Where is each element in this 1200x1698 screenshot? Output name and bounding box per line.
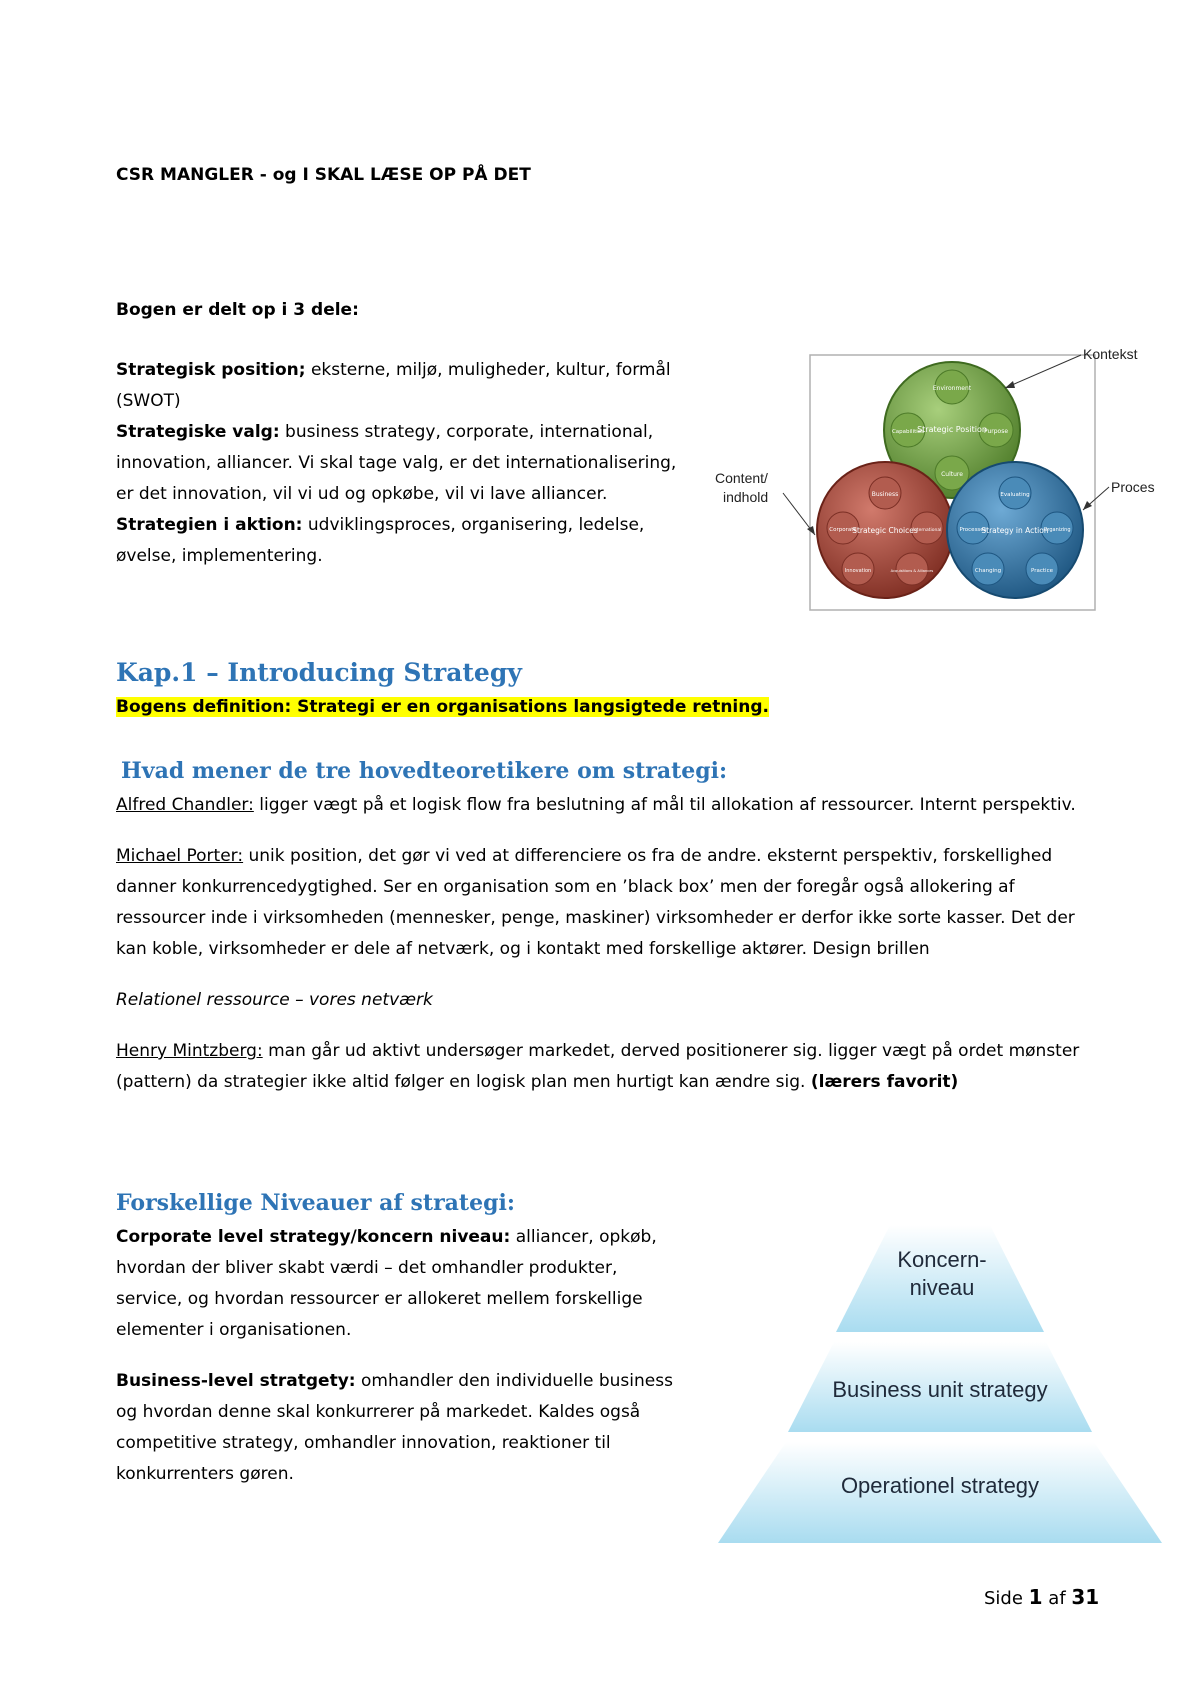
level-text: alliancer, opkøb, hvordan der bliver skabt værdi – det omhandler produkter, service, og hvordan ressourcer er allokeret mellem forskellige elementer i organisationen. — [116, 1227, 657, 1340]
label-content: Content/ — [715, 470, 768, 486]
item-label: Culture — [941, 471, 963, 478]
part-term: Strategisk position; — [116, 360, 306, 380]
theorist-text: unik position, det gør vi ved at differenciere os fra de andre. eksternt perspektiv, forskellighed danner konkurrencedygtighed. Ser en organisation som en ’black box’ men der foregår også allokering af ressourcer inde i virksomheden (mennesker, penge, maskiner) virksomheder er derfor ikke sorte kasser. Det der kan koble, virksomheder er dele af netværk, og i kontakt med forskellige aktører. Design brillen — [116, 846, 1075, 959]
part-term: Strategiske valg: — [116, 422, 280, 442]
circle-center-label: Strategy in Action — [981, 526, 1049, 535]
header-note: CSR MANGLER - og I SKAL LÆSE OP PÅ DET — [116, 165, 531, 185]
item-label: Processes — [959, 527, 987, 533]
item-label: Purpose — [983, 428, 1009, 435]
part-text: eksterne, miljø, muligheder, kultur, formål (SWOT) — [116, 360, 671, 411]
part-term: Strategien i aktion: — [116, 515, 303, 535]
label-indhold: indhold — [723, 489, 769, 505]
pyramid-label-business: Business unit strategy — [832, 1377, 1048, 1402]
item-label: Acquisitions & Alliances — [890, 569, 934, 573]
definition-highlight — [116, 692, 769, 723]
item-label: Innovation — [844, 568, 872, 574]
theorist-name: Alfred Chandler: — [116, 795, 254, 815]
item-label: International — [912, 528, 942, 533]
item-label: Business — [871, 491, 899, 498]
corporate-paragraph — [116, 1222, 676, 1346]
intro-text: Bogen er delt op i 3 dele: — [116, 300, 359, 320]
item-label: Environment — [932, 385, 972, 392]
item-label: Evaluating — [1000, 492, 1030, 498]
circle-center-label: Strategic Choices — [852, 526, 918, 535]
levels-heading: Forskellige Niveauer af strategi: — [116, 1190, 515, 1216]
af-label: af — [1042, 1588, 1072, 1609]
pyramid-label-niveau: niveau — [909, 1275, 975, 1300]
porter-paragraph — [116, 841, 1091, 965]
pyramid-label-operational: Operationel strategy — [840, 1473, 1040, 1498]
kap1-heading: Kap.1 – Introducing Strategy — [116, 658, 522, 687]
page-number — [984, 1585, 1099, 1609]
item-label: Capabilities — [891, 429, 925, 435]
levels-section — [116, 1222, 676, 1490]
business-paragraph — [116, 1366, 676, 1490]
label-kontekst: Kontekst — [1083, 346, 1138, 362]
theorist-name: Henry Mintzberg: — [116, 1041, 263, 1061]
total-pages: 31 — [1071, 1585, 1100, 1609]
favorite-note: (lærers favorit) — [810, 1072, 959, 1092]
strategy-circles-diagram — [715, 335, 1165, 615]
circle-center-label: Strategic Position — [917, 425, 987, 434]
part-text: udviklingsproces, organisering, ledelse, øvelse, implementering. — [116, 515, 645, 566]
theorists-heading: Hvad mener de tre hovedteoretikere om strategi: — [121, 758, 728, 784]
circle-strategic-choices — [817, 462, 953, 598]
item-label: Practice — [1031, 568, 1053, 574]
circle-strategy-in-action — [947, 462, 1083, 598]
item-label: Changing — [974, 568, 1002, 574]
strategy-pyramid — [710, 1225, 1170, 1545]
mintzberg-paragraph — [116, 1036, 1091, 1098]
item-label: Corporate — [829, 527, 857, 533]
definition-text: Bogens definition: Strategi er en organisations langsigtede retning. — [116, 697, 769, 717]
side-label: Side — [984, 1588, 1029, 1609]
level-term: Corporate level strategy/koncern niveau: — [116, 1227, 511, 1247]
parts-list — [116, 355, 696, 572]
part-choices — [116, 417, 696, 510]
theorist-text: man går ud aktivt undersøger markedet, derved positionerer sig. ligger vægt på ordet mønster (pattern) da strategier ikke altid følger en logisk plan men hurtigt kan ændre sig. — [116, 1041, 1080, 1092]
item-label: Organizing — [1043, 527, 1071, 533]
level-term: Business-level stratgety: — [116, 1371, 356, 1391]
level-text: omhandler den individuelle business og hvordan denne skal konkurrerer på markedet. Kaldes også competitive strategy, omhandler innovation, reaktioner til konkurrenters gøren. — [116, 1371, 673, 1484]
theorist-name: Michael Porter: — [116, 846, 244, 866]
theorist-text: ligger vægt på et logisk flow fra beslutning af mål til allokation af ressourcer. Internt perspektiv. — [253, 795, 1076, 815]
label-proces: Proces — [1111, 479, 1155, 495]
theorists-section — [116, 790, 1091, 1098]
part-position — [116, 355, 696, 417]
current-page: 1 — [1028, 1585, 1043, 1609]
part-text: business strategy, corporate, international, innovation, alliancer. Vi skal tage valg, er det internationalisering, er det innovation, vil vi ud og opkøbe, vil vi lave alliancer. — [116, 422, 677, 504]
part-action — [116, 510, 696, 572]
pyramid-label-koncern: Koncern- — [897, 1247, 987, 1272]
relational-note: Relationel ressource – vores netværk — [116, 990, 433, 1010]
chandler-paragraph — [116, 790, 1091, 821]
